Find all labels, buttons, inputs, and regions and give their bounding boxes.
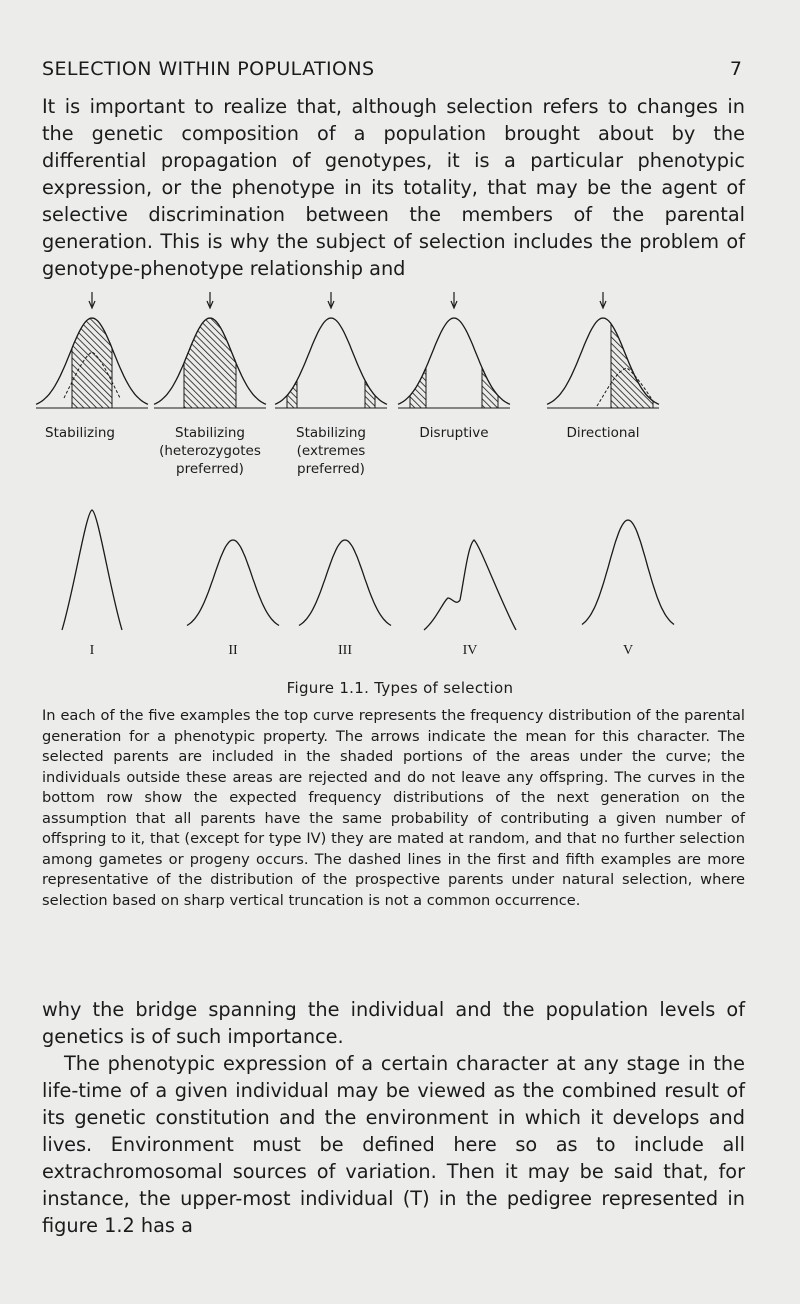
selection-type-label: Directional xyxy=(566,425,640,441)
selection-type-label: Disruptive xyxy=(419,425,489,441)
selection-type-label: (extremes xyxy=(296,443,366,459)
figure-types-of-selection xyxy=(0,284,800,674)
figure-caption-title: Figure 1.1. Types of selection xyxy=(286,679,514,697)
running-head: SELECTION WITHIN POPULATIONS xyxy=(42,58,375,80)
selection-type-label: (heterozygotes xyxy=(159,443,261,459)
body-paragraph-2: why the bridge spanning the individual and the population levels of genetics is of such importance. xyxy=(42,998,745,1048)
figure-caption-body: In each of the five examples the top curve represents the frequency distribution of the parental generation for a phenotypic property. The arrows indicate the mean for this character. The selected parents are included in the shaded portions of the areas under the curve; the individuals outside these areas are rejected and do not leave any offspring. The curves in the bottom row show the expected frequency distributions of the next generation on the assumption that all parents have the same probability of contributing a given number of offspring to it, that (except for type IV) they are mated at random, and that no further selection among gametes or progeny occurs. The dashed lines in the first and fifth examples are more representative of the distribution of the prospective parents under natural selection, where selection based on sharp vertical truncation is not a common occurrence. xyxy=(42,707,745,909)
body-paragraph-3: The phenotypic expression of a certain character at any stage in the life-time of a given individual may be viewed as the combined result of its genetic constitution and the environment in which it develops and lives. Environment must be defined here so as to include all extrachromosomal sources of variation. Then it may be said that, for instance, the upper-most individual (T) in the pedigree represented in figure 1.2 has a xyxy=(42,1052,745,1237)
selection-type-numeral: II xyxy=(228,643,238,658)
offspring-curve xyxy=(187,540,279,626)
selection-type-numeral: IV xyxy=(462,643,478,658)
selected-area xyxy=(184,318,236,408)
page-header xyxy=(42,58,742,86)
selection-type-numeral: I xyxy=(89,643,95,658)
parental-curves-row xyxy=(36,292,659,477)
page-number: 7 xyxy=(729,58,742,80)
selection-type-label: Stabilizing xyxy=(296,425,366,441)
selection-type-label: preferred) xyxy=(297,461,365,477)
offspring-curve xyxy=(62,510,122,630)
selection-type-label: Stabilizing xyxy=(175,425,245,441)
offspring-curve xyxy=(582,520,674,625)
selected-area xyxy=(72,318,112,408)
selection-type-numeral: V xyxy=(622,643,634,658)
offspring-curve xyxy=(299,540,391,626)
selection-type-numeral: III xyxy=(338,643,352,658)
offspring-curves-row xyxy=(62,510,674,658)
body-paragraph-1: It is important to realize that, although selection refers to changes in the genetic composition of a population brought about by the differential propagation of genotypes, it is a particular phenotypic expression, or the phenotype in its totality, that may be the agent of selective discrimination between the members of the parental generation. This is why the subject of selection includes the problem of genotype-phenotype relationship and xyxy=(42,95,745,280)
selection-type-label: Stabilizing xyxy=(45,425,115,441)
offspring-curve xyxy=(424,540,516,630)
selection-type-label: preferred) xyxy=(176,461,244,477)
body-text-continued xyxy=(42,996,745,1239)
